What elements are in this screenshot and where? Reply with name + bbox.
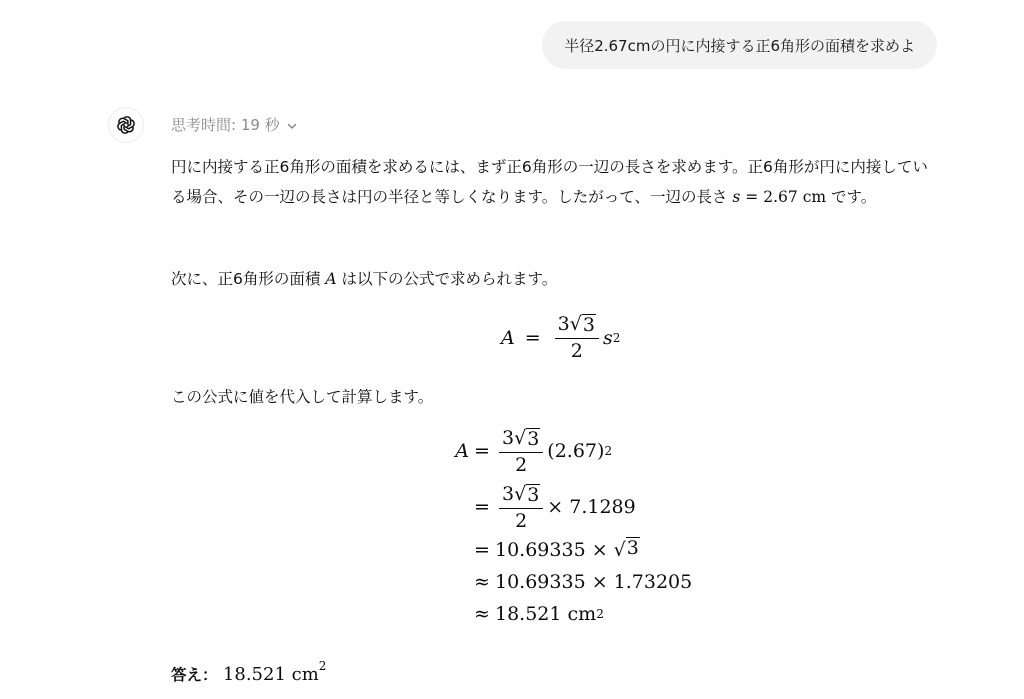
sqrt: √ 3: [514, 426, 540, 450]
exponent: 2: [318, 659, 327, 673]
math-var: A: [455, 440, 469, 462]
math-text: × 7.1289: [547, 496, 636, 518]
paragraph-substitute: この公式に値を代入して計算します。: [171, 388, 434, 406]
math-inline: [732, 188, 831, 206]
math-text: 10.69335 × 1.73205: [495, 571, 693, 593]
math-text: (2.67): [547, 440, 605, 462]
exponent: 2: [604, 444, 613, 458]
sqrt: √ 3: [569, 313, 595, 336]
calc-row: [447, 422, 692, 480]
chevron-down-icon: [286, 120, 298, 132]
fraction-numerator: [499, 426, 543, 453]
assistant-avatar: [108, 107, 144, 143]
radicand: 3: [582, 314, 595, 336]
math-var: A: [501, 326, 515, 349]
math-var: s: [732, 188, 741, 206]
math-rel: ≈: [474, 603, 490, 625]
paragraph-text: 円に内接する正6角形の面積を求めるには、まず正6角形の一辺の長さを求めます。正6角形が円に内接している場合、その一辺の長さは円の半径と等しくなります。したがって、一辺の長さ: [171, 158, 928, 206]
math-rel: =: [474, 440, 490, 462]
math-fraction: [555, 312, 599, 363]
answer-value: [222, 659, 327, 685]
paragraph-tail: です。: [831, 188, 877, 206]
math-rel: =: [474, 496, 490, 518]
exponent: 2: [596, 607, 604, 621]
paragraph-area-formula-intro: [171, 264, 557, 294]
answer-label: 答え：: [171, 666, 218, 684]
calc-row: [447, 534, 692, 566]
paragraph-text: 次に、正6角形の面積: [171, 270, 321, 288]
math-fraction: [499, 482, 543, 533]
radicand: 3: [527, 427, 540, 450]
math-eq: =: [745, 188, 759, 206]
math-unit: cm: [567, 603, 597, 625]
fraction-denominator: 2: [515, 509, 528, 532]
calc-row: [447, 480, 692, 534]
math-text: 18.521: [495, 603, 562, 625]
user-message-bubble: [542, 21, 937, 69]
thinking-time-toggle[interactable]: [171, 114, 298, 135]
sqrt: √ 3: [613, 537, 639, 561]
math-fraction: [499, 426, 543, 477]
math-text: 10.69335 ×: [495, 539, 608, 561]
math-var: A: [325, 270, 337, 288]
coef: 3: [557, 313, 570, 335]
math-rel: ≈: [474, 571, 490, 593]
sqrt: √ 3: [514, 482, 540, 506]
math-eq: =: [524, 326, 541, 349]
fraction-numerator: [499, 482, 543, 509]
math-unit: cm: [802, 188, 827, 206]
coef: 3: [502, 482, 515, 505]
thinking-time-label: 思考時間: 19 秒: [171, 116, 280, 134]
math-unit: cm: [291, 664, 319, 685]
fraction-denominator: 2: [570, 340, 583, 362]
exponent: 2: [612, 330, 621, 345]
radicand: 3: [527, 483, 540, 506]
math-var: s: [602, 326, 613, 349]
fraction-denominator: 2: [515, 453, 528, 476]
radicand: 3: [626, 537, 639, 559]
user-message-text: 半径2.67cmの円に内接する正6角形の面積を求めよ: [564, 36, 915, 55]
fraction-numerator: [555, 312, 599, 339]
coef: 3: [502, 426, 515, 449]
paragraph-text: は以下の公式で求められます。: [341, 270, 558, 288]
paragraph-side-length: [171, 152, 931, 212]
math-rel: =: [474, 539, 490, 561]
final-answer: [171, 651, 326, 690]
math-value: 18.521: [222, 664, 286, 685]
openai-logo-icon: [115, 114, 137, 136]
area-formula: [501, 312, 620, 363]
math-value: 2.67: [763, 188, 798, 206]
calculation-steps: [447, 422, 692, 630]
calc-row: [447, 598, 692, 630]
calc-row: [447, 566, 692, 598]
